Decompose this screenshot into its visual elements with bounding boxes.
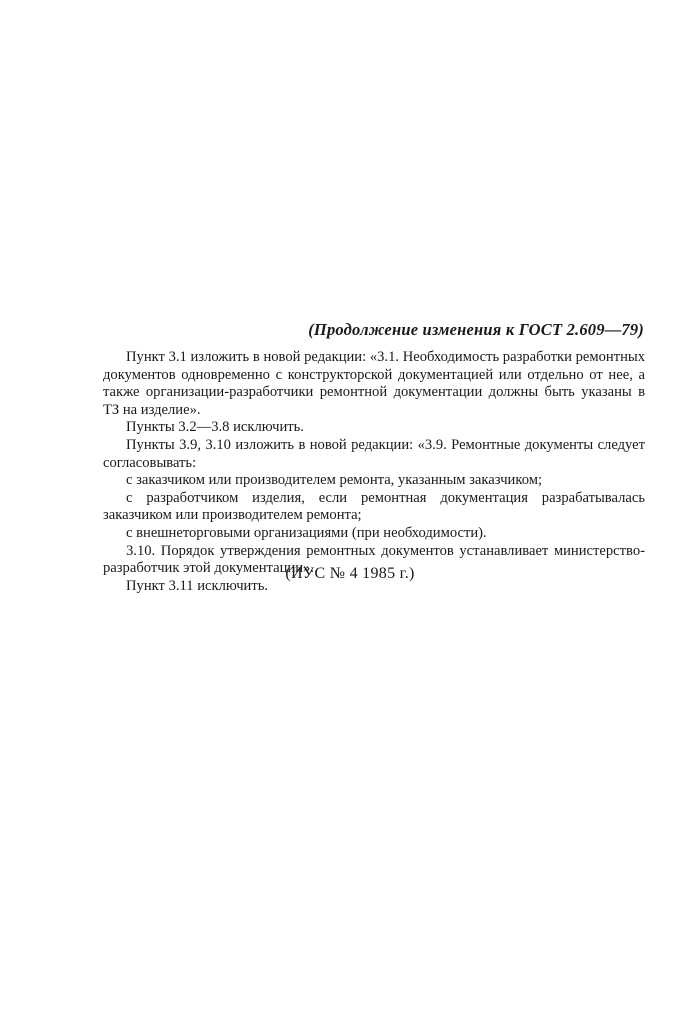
continuation-heading: (Продолжение изменения к ГОСТ 2.609—79) bbox=[308, 320, 644, 339]
paragraph-agree-customer: с заказчиком или производителем ремонта, указанным заказчиком; bbox=[126, 472, 543, 489]
paragraph-item-3-11: Пункт 3.11 исключить. bbox=[126, 577, 269, 594]
paragraph-items-3-9-3-10: Пункты 3.9, 3.10 изложить в новой редакции: «3.9. Ремонтные документы следует согласовывать: bbox=[103, 436, 645, 471]
paragraph-agree-foreign-trade: с внешнеторговыми организациями (при необходимости). bbox=[126, 524, 487, 541]
paragraph-item-3-10: 3.10. Порядок утверждения ремонтных документов устанавливает министерство-разработчик этой документации». bbox=[103, 542, 645, 577]
paragraph-agree-developer: с разработчиком изделия, если ремонтная документация разрабатывалась заказчиком или производителем ремонта; bbox=[103, 489, 645, 524]
source-reference: (ИУС № 4 1985 г.) bbox=[285, 565, 415, 582]
paragraph-item-3-1: Пункт 3.1 изложить в новой редакции: «3.1. Необходимость разработки ремонтных документов одновременно с конструкторской документацией или отдельно от нее, а также организации-разработчики ремонтной документации должны быть указаны в ТЗ на изделие». bbox=[103, 349, 645, 418]
paragraph-items-3-2-3-8: Пункты 3.2—3.8 исключить. bbox=[126, 419, 304, 436]
amendment-text bbox=[103, 349, 645, 595]
